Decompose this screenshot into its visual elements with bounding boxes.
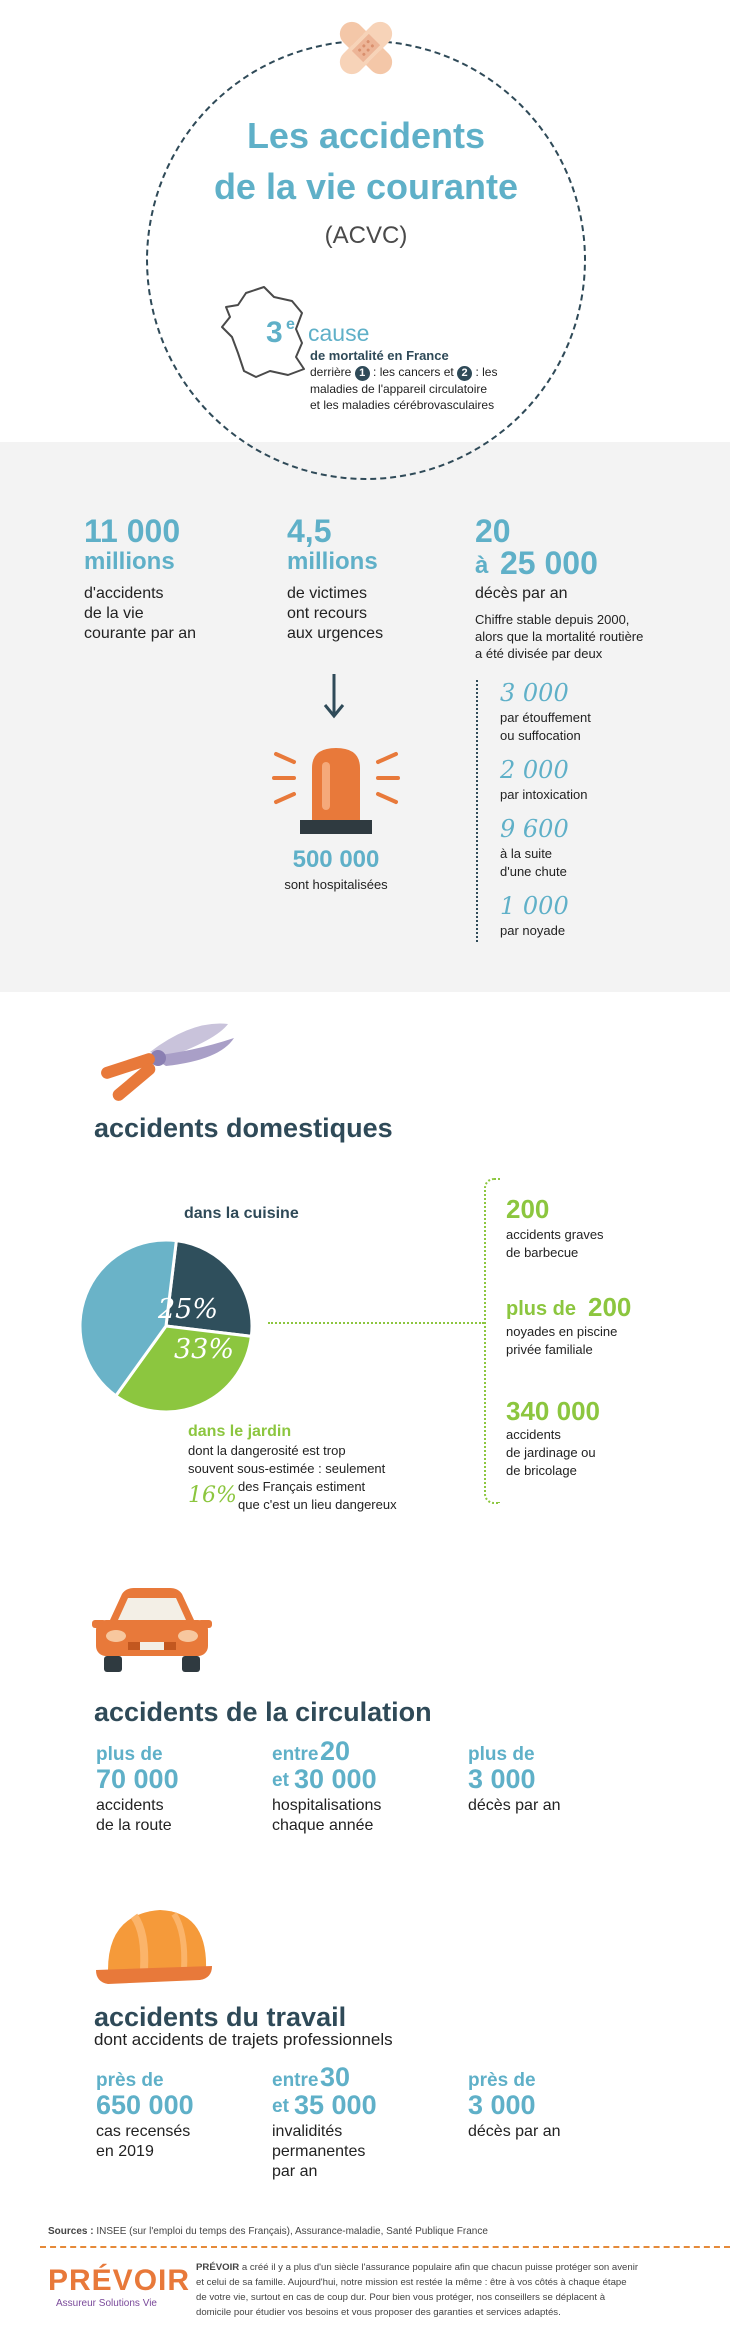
cause-1-number: 3 000 [500, 679, 569, 707]
rank-line3: maladies de l'appareil circulatoire [310, 382, 488, 396]
traffic-s3-pre: plus de [468, 1744, 535, 1765]
victims-unit: millions [287, 548, 378, 575]
garden-line1: dont la dangerosité est trop [188, 1443, 346, 1458]
cause-4-line1: par noyade [500, 923, 566, 938]
accidents-unit: millions [84, 548, 175, 575]
traffic-s2-number1: 20 [320, 1736, 351, 1766]
rank-line2: derrière 1 : les cancers et 2 : les [310, 365, 498, 379]
cause-1-line2: ou suffocation [500, 728, 581, 743]
traffic-s1-line1: accidents [96, 1797, 164, 1814]
sources-line [48, 2226, 488, 2237]
fact-3-number: 340 000 [506, 1396, 600, 1426]
garden-line4: que c'est un lieu dangereux [238, 1497, 397, 1512]
fact-3-line3: de bricolage [506, 1463, 577, 1478]
cause-1-line1: par étouffement [500, 710, 591, 725]
brand-logo: PRÉVOIR [48, 2264, 191, 2297]
cause-2-line1: par intoxication [500, 787, 588, 802]
domestic-title: accidents domestiques [94, 1113, 393, 1143]
work-s1-number: 650 000 [96, 2090, 194, 2120]
pie-slices [80, 1240, 252, 1412]
sources-text: INSEE (sur l'emploi du temps des Français), Assurance-maladie, Santé Publique France [96, 2226, 488, 2237]
accidents-label-3: courante par an [84, 625, 197, 642]
cause-3-line2: d'une chute [500, 864, 567, 879]
work-s2-line2: permanentes [272, 2143, 366, 2160]
fact-1-line2: de barbecue [506, 1245, 579, 1260]
about-brand: PRÉVOIR [196, 2262, 240, 2273]
page-abbr: (ACVC) [324, 222, 408, 249]
work-s3-number: 3 000 [468, 2090, 536, 2120]
rank-line1: de mortalité en France [310, 348, 449, 363]
page-title-line2: de la vie courante [213, 166, 519, 207]
work-s3-line1: décès par an [468, 2123, 561, 2140]
traffic-s2-line2: chaque année [272, 1817, 374, 1834]
traffic-s2-pre: entre [272, 1744, 319, 1765]
fact-2-line2: privée familiale [506, 1342, 593, 1357]
siren-icon [272, 740, 400, 840]
traffic-s2-line1: hospitalisations [272, 1797, 382, 1814]
traffic-s3-line1: décès par an [468, 1797, 561, 1814]
kitchen-label: dans la cuisine [184, 1205, 299, 1222]
footer-divider [40, 2246, 730, 2248]
accidents-label-2: de la vie [84, 605, 144, 622]
fact-2-number: 200 [588, 1292, 632, 1322]
car-icon [92, 1584, 212, 1680]
traffic-title: accidents de la circulation [94, 1697, 432, 1727]
bandage-icon [326, 8, 406, 88]
stable-line2: alors que la mortalité routière [475, 629, 644, 644]
cause-3-line1: à la suite [500, 846, 553, 861]
work-s2-line1: invalidités [272, 2123, 343, 2140]
brand-tagline: Assureur Solutions Vie [56, 2298, 157, 2309]
accidents-number: 11 000 [84, 513, 181, 549]
fact-1-line1: accidents graves [506, 1227, 604, 1242]
work-s1-line2: en 2019 [96, 2143, 154, 2160]
garden-title: dans le jardin [188, 1423, 292, 1440]
victims-number: 4,5 [287, 513, 332, 549]
traffic-s1-line2: de la route [96, 1817, 172, 1834]
work-s2-number1: 30 [320, 2062, 351, 2092]
work-s1-line1: cas recensés [96, 2123, 191, 2140]
hospitalized-label: sont hospitalisées [284, 877, 388, 892]
hard-hat-icon [94, 1896, 214, 1992]
about-text: PRÉVOIR a créé il y a plus d'un siècle l'assurance populaire afin que chacun puisse protéger son avenir et celui de sa famille. Aujourd'hui, notre mission est restée la même : être à vos côtés à chaque étape de votre vie, surtout en cas de coup dur. Pour bien vous protéger, nos conseillers se déplacent à domicile pour étudier vos besoins et vous proposer des garanties et services adaptés. [196, 2262, 639, 2318]
fact-3-line2: de jardinage ou [506, 1445, 596, 1460]
stable-line3: a été divisée par deux [475, 646, 603, 661]
deaths-from: 20 [475, 513, 511, 549]
victims-label-3: aux urgences [287, 625, 384, 642]
traffic-s3-number: 3 000 [468, 1764, 536, 1794]
facts-bracket [484, 1178, 500, 1504]
fact-2-line1: noyades en piscine [506, 1324, 618, 1339]
pie-connector [268, 1322, 484, 1324]
rank-badge-2: 2 [457, 366, 472, 381]
work-subtitle: dont accidents de trajets professionnels [94, 2030, 393, 2049]
work-title: accidents du travail [94, 2002, 347, 2032]
rank-word: cause [308, 320, 370, 346]
arrow-down-icon [322, 674, 346, 720]
rank-line4: et les maladies cérébrovasculaires [310, 398, 495, 412]
traffic-s2-et: et [272, 1770, 289, 1791]
fact-2-pre: plus de [506, 1298, 577, 1320]
traffic-s1-number: 70 000 [96, 1764, 179, 1794]
work-s2-number2: 35 000 [294, 2090, 377, 2120]
rank-sup: e [286, 316, 295, 333]
deaths-a: à [475, 552, 489, 579]
cause-4-number: 1 000 [500, 892, 569, 920]
accidents-label-1: d'accidents [84, 585, 164, 602]
cause-3-number: 9 600 [500, 815, 569, 843]
fact-3-line1: accidents [506, 1427, 561, 1442]
deaths-to: 25 000 [500, 545, 598, 581]
pie-label-garden: 33% [173, 1334, 235, 1365]
deaths-label: décès par an [475, 585, 568, 602]
garden-line3: des Français estiment [238, 1479, 366, 1494]
victims-label-1: de victimes [287, 585, 368, 602]
stable-line1: Chiffre stable depuis 2000, [475, 612, 630, 627]
pie-label-kitchen: 25% [157, 1294, 219, 1325]
victims-label-2: ont recours [287, 605, 368, 622]
rank-number: 3 [266, 316, 283, 349]
work-s2-line3: par an [272, 2163, 318, 2180]
rank-badge-1: 1 [355, 366, 370, 381]
work-s1-pre: près de [96, 2070, 164, 2091]
sources-label: Sources : [48, 2226, 94, 2237]
work-s3-pre: près de [468, 2070, 536, 2091]
work-s2-pre: entre [272, 2070, 319, 2091]
garden-pct: 16% [188, 1483, 237, 1508]
traffic-s1-pre: plus de [96, 1744, 163, 1765]
traffic-s2-number2: 30 000 [294, 1764, 377, 1794]
header-circle [146, 40, 586, 480]
work-s2-et: et [272, 2096, 289, 2117]
causes-divider [476, 680, 478, 942]
pruning-shears-icon [96, 1016, 236, 1102]
cause-2-number: 2 000 [500, 756, 569, 784]
garden-line2: souvent sous-estimée : seulement [188, 1461, 386, 1476]
fact-1-number: 200 [506, 1194, 550, 1224]
pie-chart [76, 1236, 256, 1416]
hospitalized-number: 500 000 [292, 846, 380, 873]
page-title-line1: Les accidents [246, 115, 486, 156]
